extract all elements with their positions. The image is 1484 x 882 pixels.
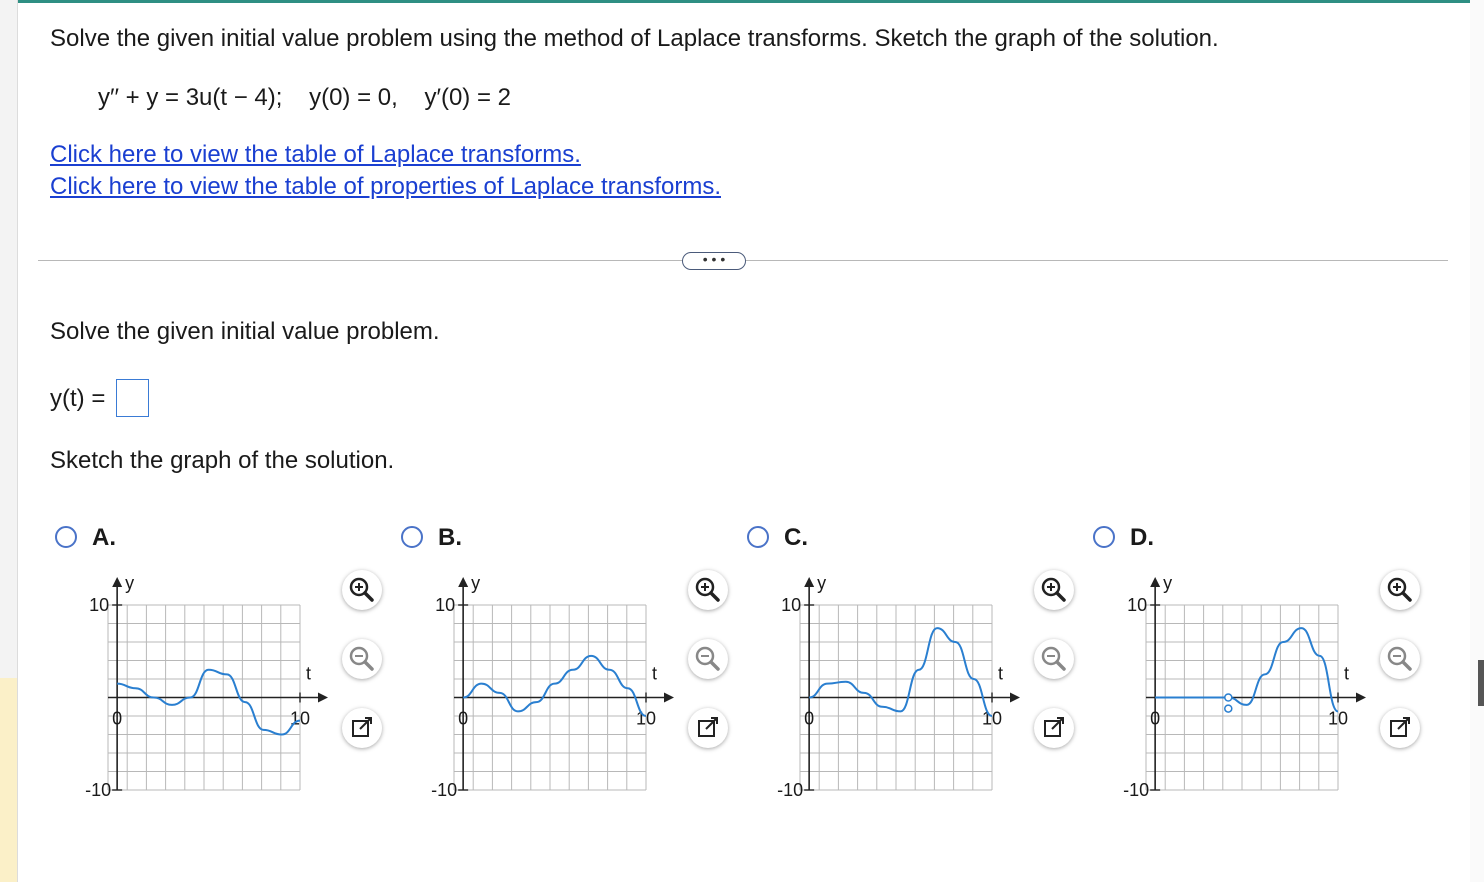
zoom-in-button-c[interactable] xyxy=(1034,570,1074,610)
radio-button-b[interactable] xyxy=(401,526,423,548)
x-axis-label: t xyxy=(1344,663,1350,684)
y-axis-arrow xyxy=(1150,577,1160,587)
solution-curve xyxy=(1155,628,1338,711)
open-point-marker xyxy=(1225,694,1232,701)
expand-more-button[interactable]: • • • xyxy=(682,252,746,270)
graph-a xyxy=(60,560,350,810)
y-axis-label: y xyxy=(817,573,827,593)
x-tick-label-right: 10 xyxy=(1327,708,1349,729)
x-axis-arrow xyxy=(664,693,674,703)
zoom-in-button-b[interactable] xyxy=(688,570,728,610)
zoom-out-icon xyxy=(342,639,382,679)
choice-letter-d: D. xyxy=(1130,524,1154,551)
popout-icon xyxy=(688,708,728,748)
zoom-in-button-d[interactable] xyxy=(1380,570,1420,610)
y-tick-label-top: 10 xyxy=(435,595,456,615)
choice-letter-a: A. xyxy=(92,524,116,551)
graph-svg xyxy=(1098,560,1388,810)
y-axis-arrow xyxy=(804,577,814,587)
solution-curve xyxy=(809,628,992,716)
laplace-table-link[interactable]: Click here to view the table of Laplace transforms. xyxy=(50,141,581,168)
x-tick-label-origin: 0 xyxy=(112,708,123,729)
zoom-out-button-b[interactable] xyxy=(688,639,728,679)
graph-d xyxy=(1098,560,1388,810)
y-tick-label-top: 10 xyxy=(89,595,110,615)
x-axis-label: t xyxy=(652,663,658,684)
y-tick-label-bottom: -10 xyxy=(777,780,804,800)
x-axis-arrow xyxy=(318,693,328,703)
popout-icon xyxy=(1034,708,1074,748)
x-tick-label-right: 10 xyxy=(635,708,657,729)
zoom-out-button-d[interactable] xyxy=(1380,639,1420,679)
popout-button-a[interactable] xyxy=(342,708,382,748)
y-axis-label: y xyxy=(125,573,135,593)
y-tick-label-bottom: -10 xyxy=(431,780,458,800)
choice-letter-b: B. xyxy=(438,524,462,551)
graph-svg xyxy=(406,560,696,810)
y-axis-label: y xyxy=(1163,573,1173,593)
zoom-out-button-c[interactable] xyxy=(1034,639,1074,679)
x-axis-label: t xyxy=(306,663,312,684)
y-axis-label: y xyxy=(471,573,481,593)
laplace-properties-link[interactable]: Click here to view the table of properties of Laplace transforms. xyxy=(50,173,721,200)
y-axis-arrow xyxy=(458,577,468,587)
right-scroll-marker[interactable] xyxy=(1478,660,1484,706)
x-tick-label-right: 10 xyxy=(289,708,311,729)
choice-letter-c: C. xyxy=(784,524,808,551)
popout-icon xyxy=(1380,708,1420,748)
answer-input[interactable] xyxy=(116,379,149,417)
solution-curve xyxy=(463,656,646,716)
graph-svg xyxy=(60,560,350,810)
zoom-out-icon xyxy=(1380,639,1420,679)
left-rail-accent xyxy=(0,678,17,882)
question-prompt: Solve the given initial value problem. xyxy=(50,318,440,345)
zoom-in-icon xyxy=(688,570,728,610)
right-rail xyxy=(1470,0,1484,882)
sketch-prompt: Sketch the graph of the solution. xyxy=(50,447,395,474)
popout-button-d[interactable] xyxy=(1380,708,1420,748)
x-tick-label-origin: 0 xyxy=(804,708,815,729)
graph-c xyxy=(752,560,1042,810)
answer-label: y(t) = xyxy=(50,385,106,412)
popout-button-b[interactable] xyxy=(688,708,728,748)
x-axis-arrow xyxy=(1010,693,1020,703)
y-tick-label-bottom: -10 xyxy=(1123,780,1150,800)
x-axis-arrow xyxy=(1356,693,1366,703)
popout-icon xyxy=(342,708,382,748)
x-tick-label-right: 10 xyxy=(981,708,1003,729)
zoom-in-icon xyxy=(342,570,382,610)
y-tick-label-top: 10 xyxy=(1127,595,1148,615)
popout-button-c[interactable] xyxy=(1034,708,1074,748)
problem-instruction: Solve the given initial value problem using the method of Laplace transforms. Sketch the graph of the solution. xyxy=(50,25,1219,52)
zoom-out-button-a[interactable] xyxy=(342,639,382,679)
problem-equation: y′′ + y = 3u(t − 4); y(0) = 0, y′(0) = 2 xyxy=(98,84,511,111)
graph-svg xyxy=(752,560,1042,810)
x-tick-label-origin: 0 xyxy=(1150,708,1161,729)
graph-b xyxy=(406,560,696,810)
radio-button-c[interactable] xyxy=(747,526,769,548)
open-point-marker xyxy=(1225,705,1232,712)
y-axis-arrow xyxy=(112,577,122,587)
zoom-in-button-a[interactable] xyxy=(342,570,382,610)
top-accent-bar xyxy=(0,0,1484,3)
zoom-out-icon xyxy=(688,639,728,679)
x-tick-label-origin: 0 xyxy=(458,708,469,729)
zoom-out-icon xyxy=(1034,639,1074,679)
zoom-in-icon xyxy=(1380,570,1420,610)
zoom-in-icon xyxy=(1034,570,1074,610)
y-tick-label-bottom: -10 xyxy=(85,780,112,800)
x-axis-label: t xyxy=(998,663,1004,684)
radio-button-d[interactable] xyxy=(1093,526,1115,548)
radio-button-a[interactable] xyxy=(55,526,77,548)
y-tick-label-top: 10 xyxy=(781,595,802,615)
